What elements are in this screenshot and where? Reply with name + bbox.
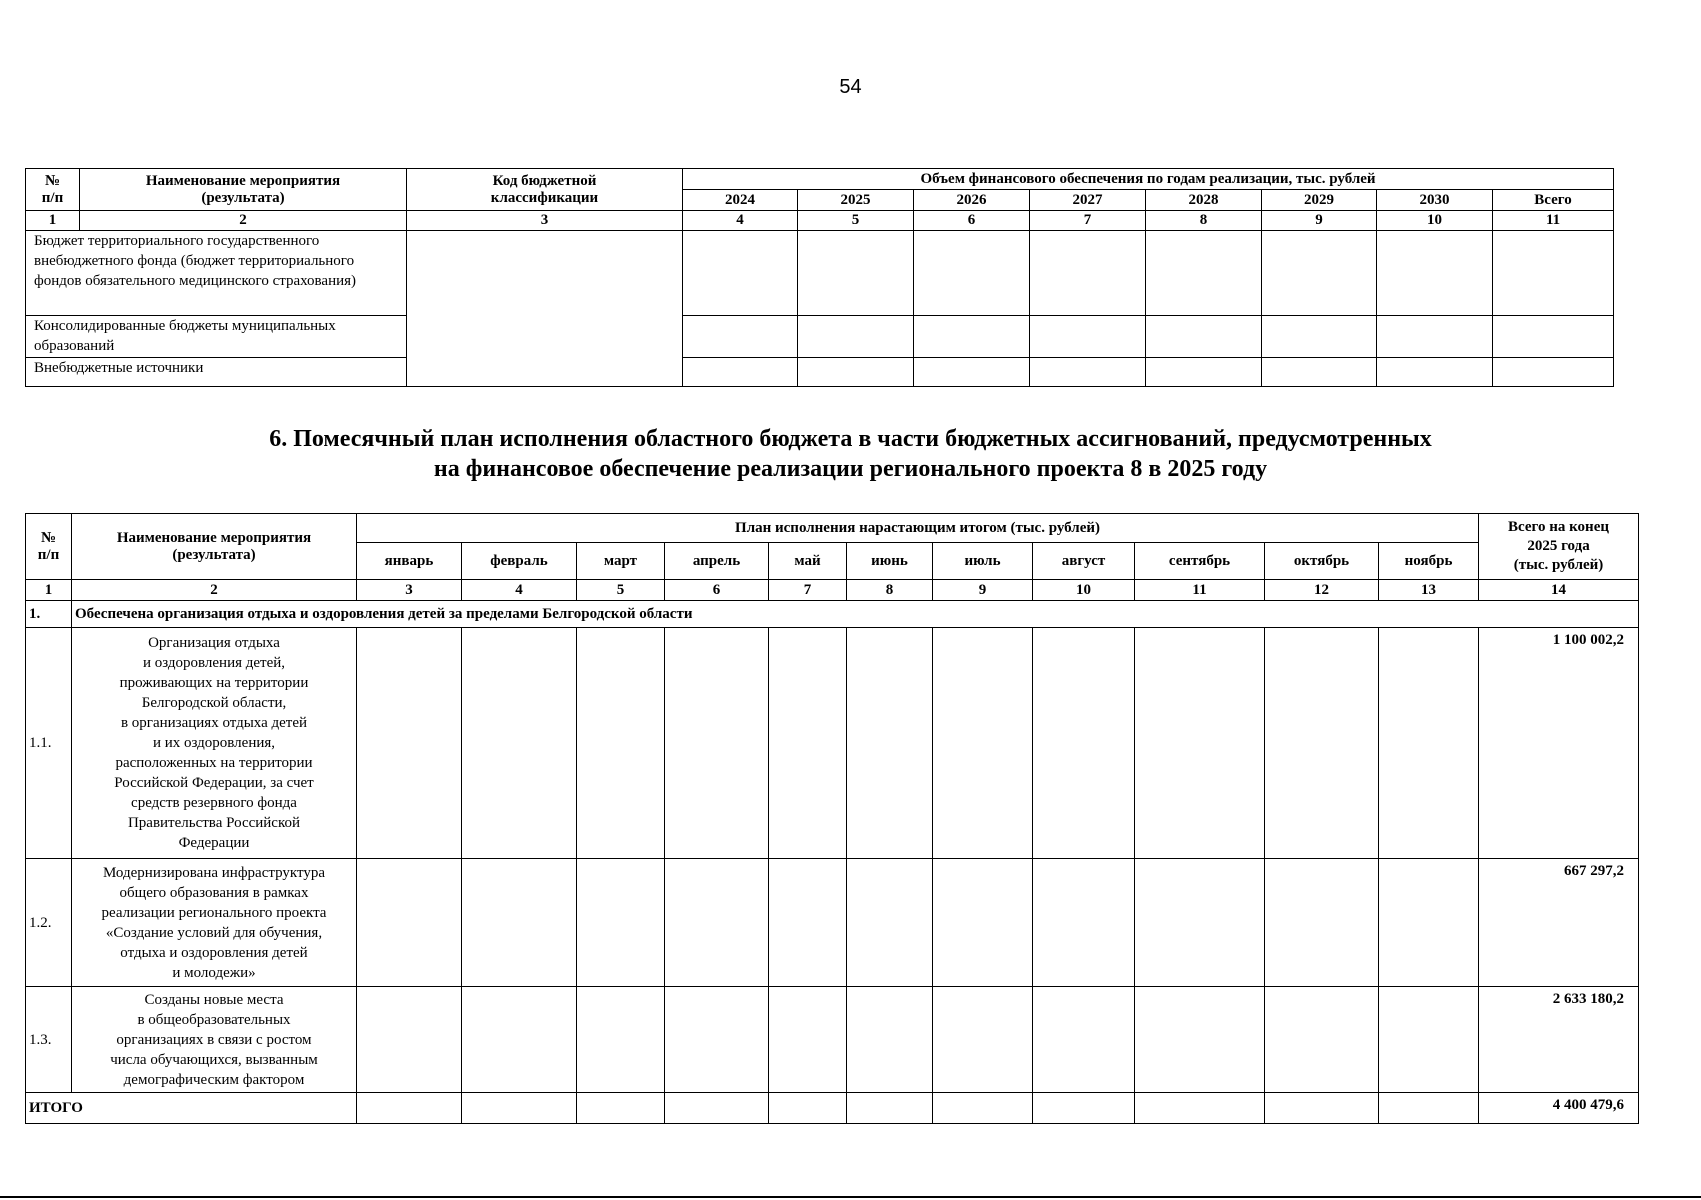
column-number: 2 bbox=[80, 211, 407, 231]
month-header: февраль bbox=[462, 543, 577, 580]
year-header: 2030 bbox=[1377, 190, 1493, 211]
total-header: Всего на конец 2025 года (тыс. рублей) bbox=[1479, 514, 1639, 580]
month-cell bbox=[665, 987, 769, 1093]
source-label: Консолидированные бюджеты муниципальных образований bbox=[26, 316, 407, 358]
month-cell bbox=[1135, 987, 1265, 1093]
activity-label: Созданы новые места в общеобразовательных организациях в связи с ростом числа обучающихся, вызванным демографическим фактором bbox=[72, 987, 357, 1093]
month-cell bbox=[1135, 1093, 1265, 1124]
column-number: 11 bbox=[1135, 580, 1265, 601]
column-number: 4 bbox=[462, 580, 577, 601]
month-cell bbox=[462, 859, 577, 987]
month-header: март bbox=[577, 543, 665, 580]
code-cell bbox=[407, 231, 683, 387]
month-cell bbox=[577, 1093, 665, 1124]
month-cell bbox=[462, 1093, 577, 1124]
section-row bbox=[26, 601, 1639, 628]
month-cell bbox=[1033, 628, 1135, 859]
year-header: 2027 bbox=[1030, 190, 1146, 211]
row-index: 1.3. bbox=[26, 987, 72, 1093]
row-total: 1 100 002,2 bbox=[1479, 628, 1639, 859]
value-cell bbox=[1493, 231, 1614, 316]
month-cell bbox=[462, 987, 577, 1093]
col-name-header: Наименование мероприятия (результата) bbox=[80, 169, 407, 211]
itogo-label: ИТОГО bbox=[26, 1093, 357, 1124]
column-number: 2 bbox=[72, 580, 357, 601]
page-number: 54 bbox=[839, 76, 862, 98]
month-header: октябрь bbox=[1265, 543, 1379, 580]
month-header: сентябрь bbox=[1135, 543, 1265, 580]
month-cell bbox=[933, 1093, 1033, 1124]
value-cell bbox=[914, 316, 1030, 358]
total-header: Всего bbox=[1493, 190, 1614, 211]
month-cell bbox=[665, 1093, 769, 1124]
month-cell bbox=[933, 859, 1033, 987]
value-cell bbox=[1030, 316, 1146, 358]
value-cell bbox=[1030, 231, 1146, 316]
column-number: 14 bbox=[1479, 580, 1639, 601]
month-cell bbox=[1265, 1093, 1379, 1124]
month-cell bbox=[665, 628, 769, 859]
col-code-header: Код бюджетной классификации bbox=[407, 169, 683, 211]
month-cell bbox=[357, 628, 462, 859]
month-cell bbox=[1265, 987, 1379, 1093]
table-row bbox=[26, 231, 1614, 316]
month-header: май bbox=[769, 543, 847, 580]
value-cell bbox=[1146, 316, 1262, 358]
row-total: 2 633 180,2 bbox=[1479, 987, 1639, 1093]
month-cell bbox=[1379, 987, 1479, 1093]
column-number: 8 bbox=[1146, 211, 1262, 231]
column-number: 6 bbox=[665, 580, 769, 601]
column-number: 5 bbox=[798, 211, 914, 231]
table-row bbox=[26, 987, 1639, 1093]
column-number: 4 bbox=[683, 211, 798, 231]
value-cell bbox=[1030, 358, 1146, 387]
year-header: 2026 bbox=[914, 190, 1030, 211]
column-number: 8 bbox=[847, 580, 933, 601]
itogo-total: 4 400 479,6 bbox=[1479, 1093, 1639, 1124]
value-cell bbox=[1262, 358, 1377, 387]
value-cell bbox=[1146, 358, 1262, 387]
value-cell bbox=[683, 231, 798, 316]
month-cell bbox=[357, 1093, 462, 1124]
row-index: 1.1. bbox=[26, 628, 72, 859]
table-row bbox=[26, 628, 1639, 859]
month-cell bbox=[847, 628, 933, 859]
table-row bbox=[26, 358, 1614, 387]
itogo-row bbox=[26, 1093, 1639, 1124]
month-cell bbox=[357, 987, 462, 1093]
volume-header: Объем финансового обеспечения по годам реализации, тыс. рублей bbox=[683, 169, 1614, 190]
column-number: 12 bbox=[1265, 580, 1379, 601]
month-cell bbox=[577, 859, 665, 987]
month-cell bbox=[847, 1093, 933, 1124]
month-cell bbox=[769, 1093, 847, 1124]
month-cell bbox=[577, 987, 665, 1093]
value-cell bbox=[1262, 316, 1377, 358]
value-cell bbox=[798, 231, 914, 316]
year-header: 2028 bbox=[1146, 190, 1262, 211]
col-name-header: Наименование мероприятия (результата) bbox=[72, 514, 357, 580]
section-title-line: 6. Помесячный план исполнения областного бюджета в части бюджетных ассигнований, предусмотренных bbox=[269, 426, 1432, 452]
column-number: 6 bbox=[914, 211, 1030, 231]
month-cell bbox=[847, 987, 933, 1093]
month-cell bbox=[769, 859, 847, 987]
section-index: 1. bbox=[26, 601, 72, 628]
column-number: 3 bbox=[357, 580, 462, 601]
month-cell bbox=[1033, 1093, 1135, 1124]
year-header: 2029 bbox=[1262, 190, 1377, 211]
month-cell bbox=[1265, 859, 1379, 987]
value-cell bbox=[798, 358, 914, 387]
month-cell bbox=[1135, 859, 1265, 987]
month-header: январь bbox=[357, 543, 462, 580]
month-cell bbox=[933, 628, 1033, 859]
section-title-line: на финансовое обеспечение реализации регионального проекта 8 в 2025 году bbox=[433, 456, 1268, 482]
month-header: июнь bbox=[847, 543, 933, 580]
month-cell bbox=[769, 628, 847, 859]
activity-label: Организация отдыха и оздоровления детей, проживающих на территории Белгородской области, в организациях отдыха детей и их оздоровления, расположенных на территории Российской Федерации, за счет средств резервного фонда Правительства Российской Федерации bbox=[72, 628, 357, 859]
column-number: 9 bbox=[1262, 211, 1377, 231]
financing-by-year-table bbox=[25, 168, 1614, 387]
table-row bbox=[26, 316, 1614, 358]
bottom-rule bbox=[0, 1196, 1701, 1198]
value-cell bbox=[1377, 231, 1493, 316]
column-number-row bbox=[26, 211, 1614, 231]
column-number: 9 bbox=[933, 580, 1033, 601]
column-number: 10 bbox=[1377, 211, 1493, 231]
month-cell bbox=[1033, 987, 1135, 1093]
column-number: 10 bbox=[1033, 580, 1135, 601]
month-cell bbox=[1265, 628, 1379, 859]
column-number: 13 bbox=[1379, 580, 1479, 601]
month-cell bbox=[1135, 628, 1265, 859]
value-cell bbox=[683, 358, 798, 387]
month-cell bbox=[1033, 859, 1135, 987]
month-cell bbox=[462, 628, 577, 859]
row-index: 1.2. bbox=[26, 859, 72, 987]
value-cell bbox=[1493, 316, 1614, 358]
month-cell bbox=[847, 859, 933, 987]
column-number-row bbox=[26, 580, 1639, 601]
column-number: 1 bbox=[26, 580, 72, 601]
month-cell bbox=[1379, 628, 1479, 859]
value-cell bbox=[1493, 358, 1614, 387]
month-header: апрель bbox=[665, 543, 769, 580]
row-total: 667 297,2 bbox=[1479, 859, 1639, 987]
month-header: август bbox=[1033, 543, 1135, 580]
plan-header: План исполнения нарастающим итогом (тыс. рублей) bbox=[357, 514, 1479, 543]
value-cell bbox=[1146, 231, 1262, 316]
table-row bbox=[26, 859, 1639, 987]
column-number: 3 bbox=[407, 211, 683, 231]
column-number: 11 bbox=[1493, 211, 1614, 231]
section-title bbox=[0, 424, 1701, 484]
column-number: 7 bbox=[1030, 211, 1146, 231]
month-header: ноябрь bbox=[1379, 543, 1479, 580]
column-number: 1 bbox=[26, 211, 80, 231]
month-cell bbox=[933, 987, 1033, 1093]
source-label: Внебюджетные источники bbox=[26, 358, 407, 387]
value-cell bbox=[1377, 316, 1493, 358]
month-cell bbox=[665, 859, 769, 987]
month-cell bbox=[769, 987, 847, 1093]
col-num-header: № п/п bbox=[26, 514, 72, 580]
value-cell bbox=[683, 316, 798, 358]
value-cell bbox=[1262, 231, 1377, 316]
source-label: Бюджет территориального государственного внебюджетного фонда (бюджет территориального фондов обязательного медицинского страхования) bbox=[26, 231, 407, 316]
column-number: 5 bbox=[577, 580, 665, 601]
month-header: июль bbox=[933, 543, 1033, 580]
year-header: 2024 bbox=[683, 190, 798, 211]
monthly-plan-table bbox=[25, 513, 1639, 1124]
month-cell bbox=[577, 628, 665, 859]
value-cell bbox=[1377, 358, 1493, 387]
month-cell bbox=[1379, 859, 1479, 987]
section-label: Обеспечена организация отдыха и оздоровления детей за пределами Белгородской области bbox=[72, 601, 1639, 628]
month-cell bbox=[1379, 1093, 1479, 1124]
column-number: 7 bbox=[769, 580, 847, 601]
year-header: 2025 bbox=[798, 190, 914, 211]
col-num-header: № п/п bbox=[26, 169, 80, 211]
value-cell bbox=[914, 231, 1030, 316]
value-cell bbox=[798, 316, 914, 358]
month-cell bbox=[357, 859, 462, 987]
value-cell bbox=[914, 358, 1030, 387]
activity-label: Модернизирована инфраструктура общего образования в рамках реализации регионального проекта «Создание условий для обучения, отдыха и оздоровления детей и молодежи» bbox=[72, 859, 357, 987]
